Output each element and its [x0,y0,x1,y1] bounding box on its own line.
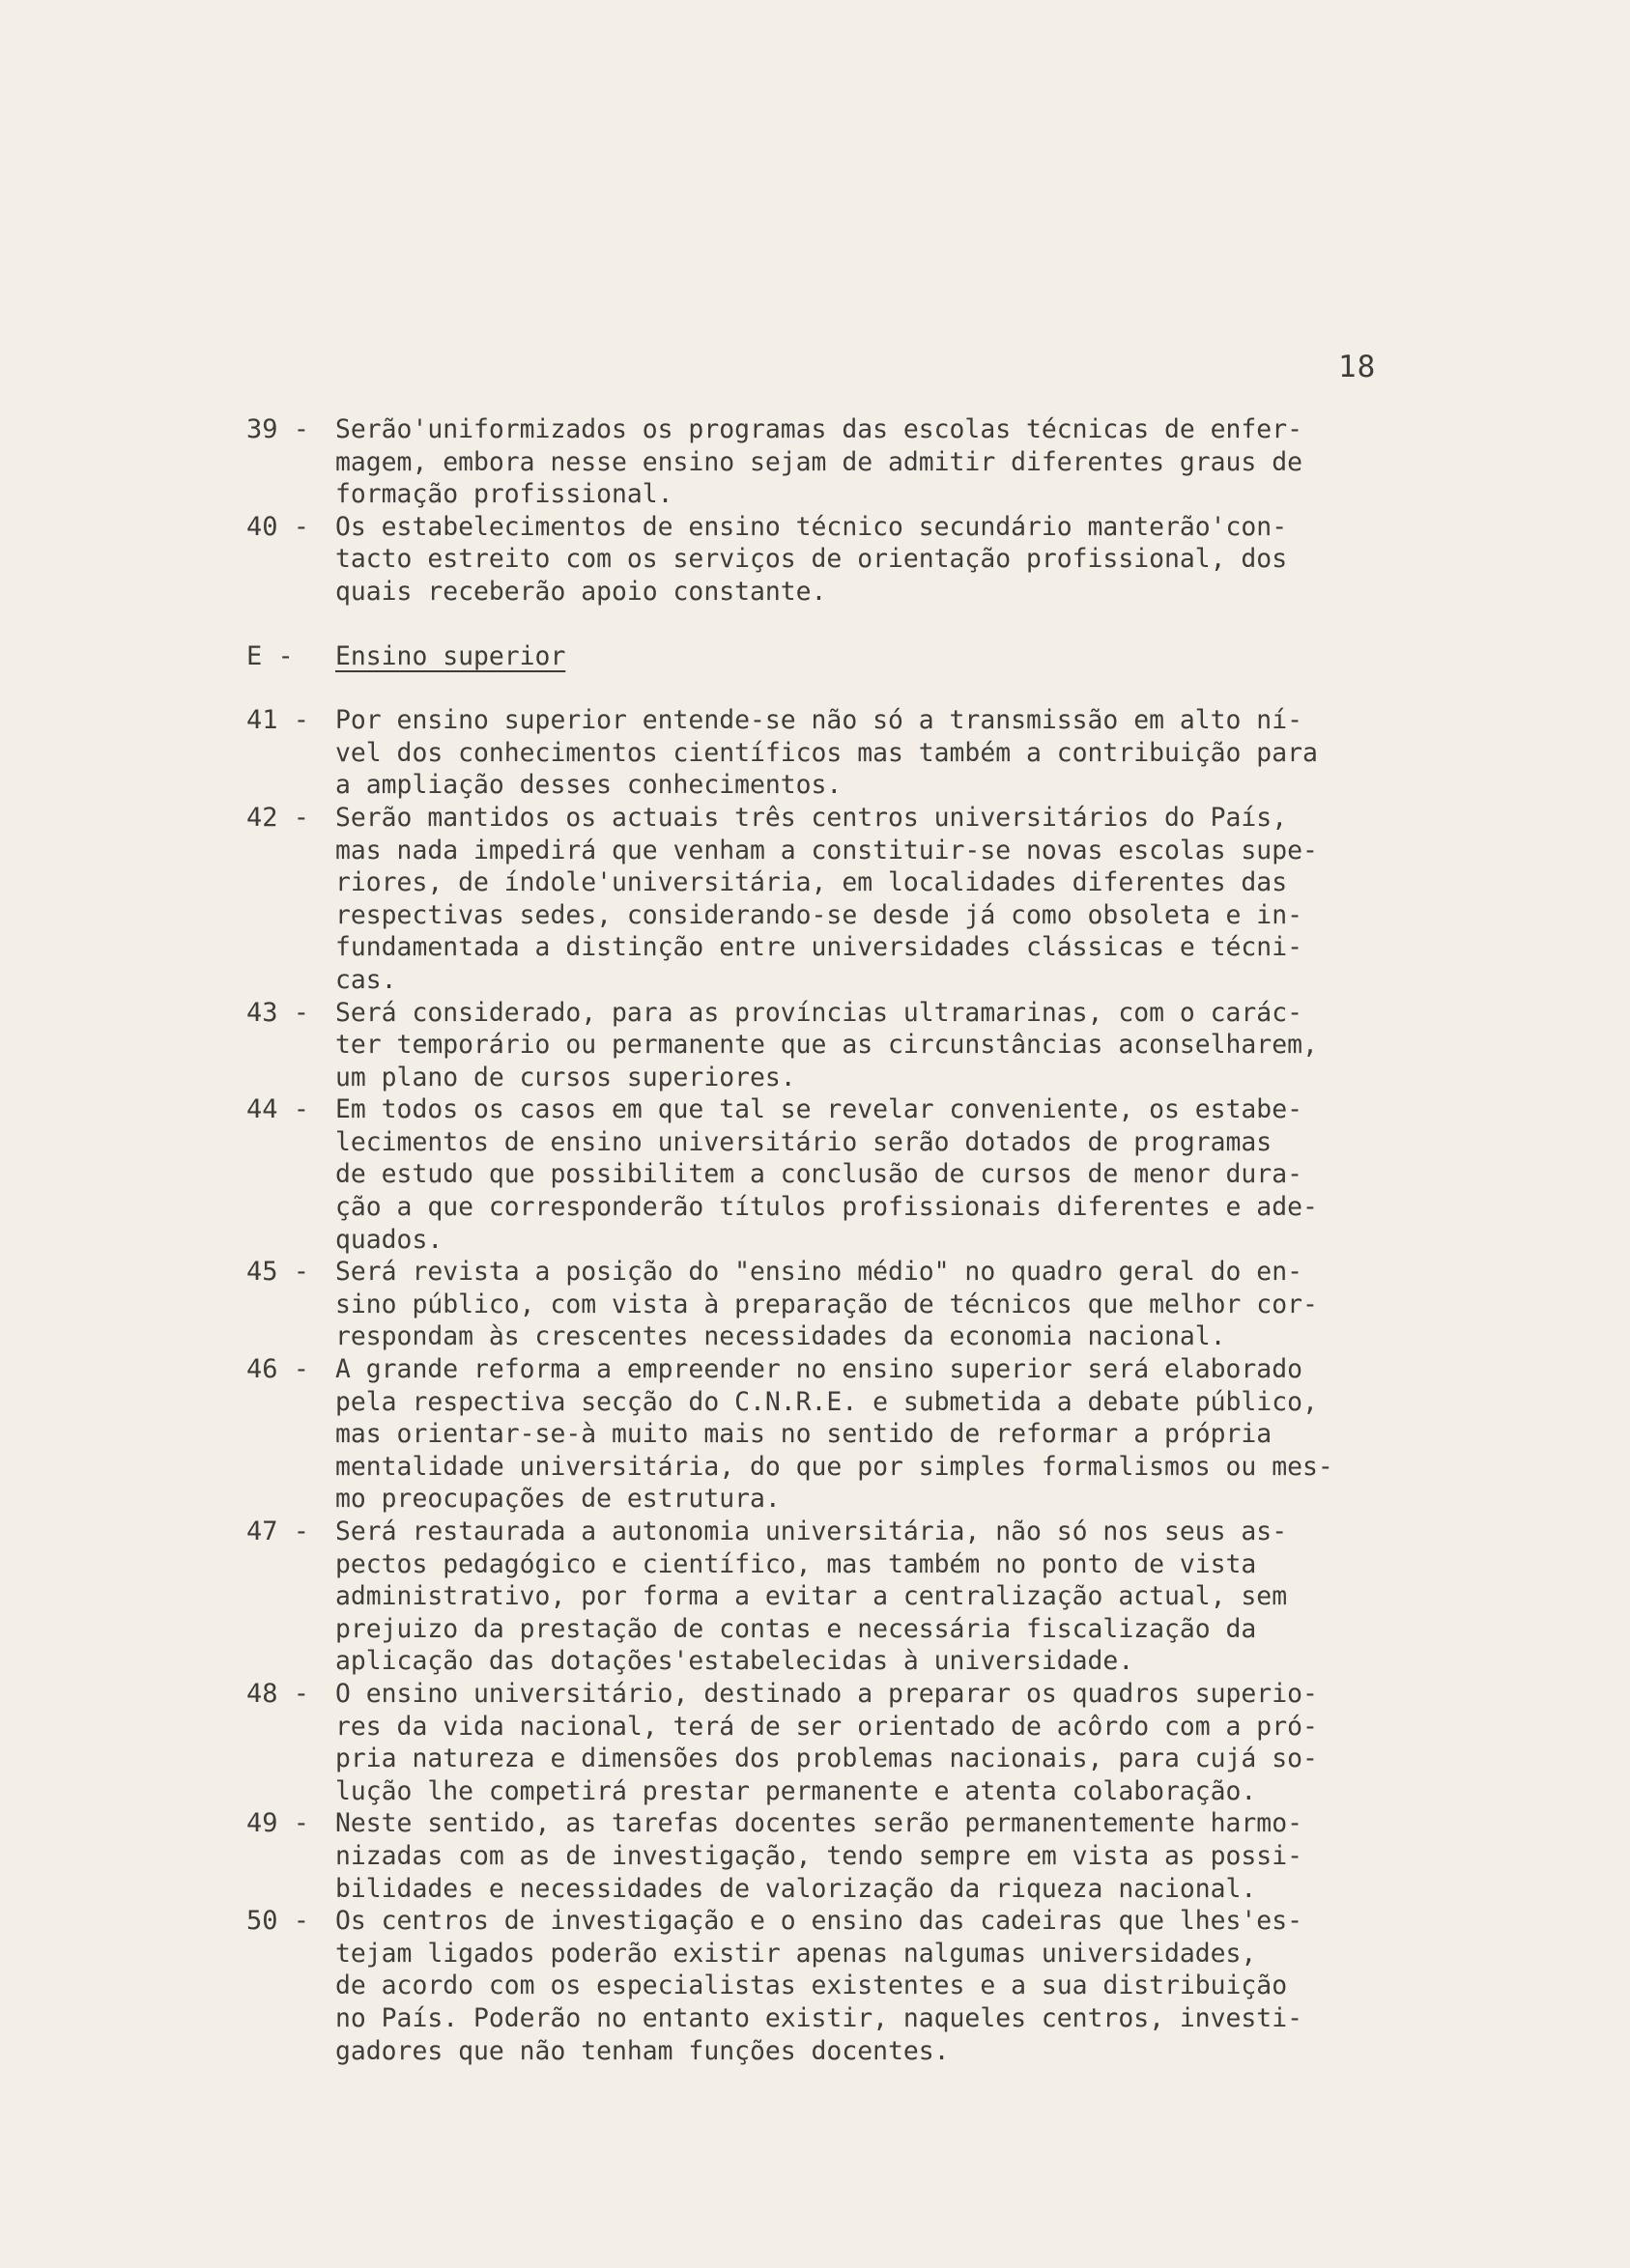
text-line: Em todos os casos em que tal se revelar conveniente, os estabe- [335,1094,1302,1125]
paragraph-number: 46 - [246,1354,310,1385]
text-line: magem, embora nesse ensino sejam de admitir diferentes graus de [335,446,1302,477]
paragraph-number: 42 - [246,802,310,833]
paragraph-45 [246,1256,1444,1353]
text-line: Os centros de investigação e o ensino das cadeiras que lhes'es- [335,1906,1302,1937]
paragraph-50 [246,1905,1444,2067]
text-line: pectos pedagógico e científico, mas também no ponto de vista [335,1548,1257,1579]
paragraph-number: 45 - [246,1257,310,1288]
paragraph-number: 50 - [246,1906,310,1937]
text-line: gadores que não tenham funções docentes. [335,2035,950,2066]
text-line: Será revista a posição do "ensino médio" no quadro geral do en- [335,1257,1302,1288]
text-line: aplicação das dotações'estabelecidas à universidade. [335,1646,1134,1677]
text-line: pria natureza e dimensões dos problemas nacionais, para cujá so- [335,1744,1318,1774]
paragraph-39 [246,413,1444,511]
section-title: Ensino superior [335,640,566,671]
paragraph-number: 49 - [246,1808,310,1839]
text-line: Neste sentido, as tarefas docentes serão permanentemente harmo- [335,1808,1302,1839]
paragraph-41 [246,704,1444,802]
text-line: Por ensino superior entende-se não só a transmissão em alto ní- [335,705,1302,736]
text-line: mas orientar-se-à muito mais no sentido de reformar a própria [335,1419,1273,1450]
text-line: tacto estreito com os serviços de orientação profissional, dos [335,544,1288,575]
text-line: mas nada impedirá que venham a constituir-se novas escolas supe- [335,835,1318,865]
paragraph-number: 39 - [246,414,310,444]
paragraph-group-top [246,413,1444,609]
text-line: sino público, com vista à preparação de técnicos que melhor cor- [335,1289,1318,1319]
paragraph-43 [246,997,1444,1094]
text-line: O ensino universitário, destinado a preparar os quadros superio- [335,1678,1318,1709]
text-line: lução lhe competirá prestar permanente e atenta colaboração. [335,1775,1257,1806]
text-line: res da vida nacional, terá de ser orientado de acôrdo com a pró- [335,1711,1318,1742]
text-line: Os estabelecimentos de ensino técnico secundário manterão'con- [335,511,1288,542]
text-line: respectivas sedes, considerando-se desde já como obsoleta e in- [335,899,1302,930]
paragraph-46 [246,1353,1444,1516]
page-number: 18 [1338,350,1377,384]
text-line: cas. [335,964,397,995]
document-body [246,413,1444,2067]
text-line: Será considerado, para as províncias ultramarinas, com o carác- [335,997,1302,1028]
text-line: lecimentos de ensino universitário serão dotados de programas [335,1126,1273,1157]
paragraph-number: 48 - [246,1678,310,1709]
paragraph-number: 43 - [246,997,310,1028]
paragraph-42 [246,802,1444,997]
text-line: no País. Poderão no entanto existir, naqueles centros, investi- [335,2002,1302,2033]
text-line: ter temporário ou permanente que as circunstâncias aconselharem, [335,1030,1318,1061]
paragraph-number: 40 - [246,511,310,542]
paragraph-44 [246,1093,1444,1256]
text-line: bilidades e necessidades de valorização da riqueza nacional. [335,1873,1257,1904]
paragraph-number: 47 - [246,1517,310,1546]
text-line: formação profissional. [335,479,673,510]
text-line: prejuizo da prestação de contas e necessária fiscalização da [335,1613,1257,1644]
text-line: Será restaurada a autonomia universitária, não só nos seus as- [335,1517,1288,1546]
text-line: pela respectiva secção do C.N.R.E. e submetida a debate público, [335,1386,1318,1417]
text-line: de estudo que possibilitem a conclusão de cursos de menor dura- [335,1159,1302,1190]
paragraph-48 [246,1678,1444,1807]
text-line: mentalidade universitária, do que por simples formalismos ou mes- [335,1451,1333,1482]
paragraph-number: 41 - [246,705,310,736]
text-line: mo preocupações de estrutura. [335,1484,781,1515]
text-line: vel dos conhecimentos científicos mas também a contribuição para [335,737,1318,768]
paragraph-49 [246,1807,1444,1905]
paragraph-group-main [246,704,1444,2067]
text-line: administrativo, por forma a evitar a centralização actual, sem [335,1581,1288,1612]
text-line: quais receberão apoio constante. [335,576,827,607]
text-line: Serão'uniformizados os programas das escolas técnicas de enfer- [335,414,1302,444]
section-heading [246,640,1444,673]
text-line: ção a que corresponderão títulos profissionais diferentes e ade- [335,1192,1318,1223]
text-line: quados. [335,1224,443,1255]
text-line: riores, de índole'universitária, em localidades diferentes das [335,867,1288,898]
text-line: tejam ligados poderão existir apenas nalgumas universidades, [335,1938,1257,1969]
text-line: A grande reforma a empreender no ensino superior será elaborado [335,1354,1302,1385]
paragraph-47 [246,1516,1444,1678]
text-line: respondam às crescentes necessidades da economia nacional. [335,1321,1226,1352]
text-line: nizadas com as de investigação, tendo sempre em vista as possi- [335,1840,1302,1871]
text-line: fundamentada a distinção entre universidades clássicas e técni- [335,932,1302,963]
section-letter: E - [246,640,294,671]
text-line: Serão mantidos os actuais três centros universitários do País, [335,802,1288,833]
text-line: a ampliação desses conhecimentos. [335,770,843,801]
paragraph-40 [246,511,1444,609]
text-line: de acordo com os especialistas existentes e a sua distribuição [335,1970,1288,2001]
text-line: um plano de cursos superiores. [335,1062,796,1092]
paragraph-number: 44 - [246,1094,310,1125]
